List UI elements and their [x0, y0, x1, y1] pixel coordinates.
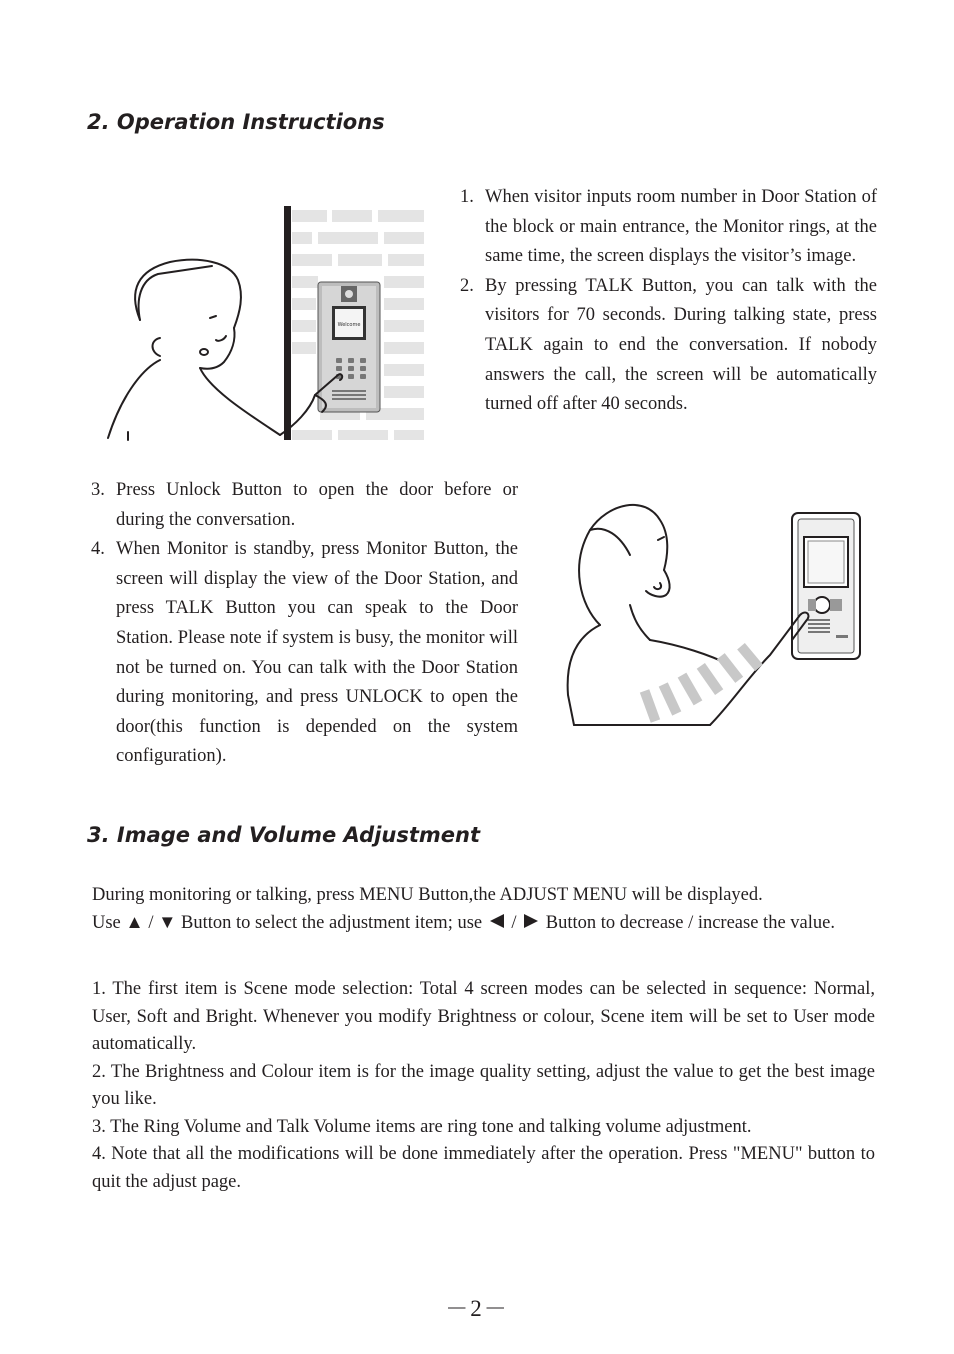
left-arrow-icon: [490, 914, 504, 928]
list-item: 3. The Ring Volume and Talk Volume items are ring tone and talking volume adjustment.: [92, 1116, 752, 1137]
intro-paragraph: During monitoring or talking, press MENU Button,the ADJUST MENU will be displayed. Use ▲ / ▼ Button to select the adjustment item; use / Button to decrease / increase the value.: [92, 885, 835, 933]
adjustment-points: [92, 976, 875, 1196]
list-item: 2. By pressing TALK Button, you can talk with the visitors for 70 seconds. During talking state, press TALK again to end the conversation. If nobody answers the call, the screen will be automatically turned off after 40 seconds.: [460, 275, 877, 415]
list-item: 3. Press Unlock Button to open the door before or during the conversation.: [91, 480, 518, 530]
list-item: 2. The Brightness and Colour item is for the image quality setting, adjust the value to get the best image you like.: [92, 1061, 875, 1109]
door-panel-screen-text: Welcome: [337, 322, 361, 328]
woman-monitor-illustration: [560, 495, 865, 730]
visitor-door-station-illustration: [100, 200, 430, 445]
instruction-list-right: [460, 183, 877, 420]
right-arrow-icon: [524, 914, 538, 928]
list-item: 1. The first item is Scene mode selection: Total 4 screen modes can be selected in sequence: Normal, User, Soft and Bright. Whenever you modify Brightness or colour, Scene item will be set to User mode automatically.: [92, 979, 875, 1054]
list-item: 4. Note that all the modifications will be done immediately after the operation. Press "MENU" button to quit the adjust page.: [92, 1144, 875, 1192]
section-heading-operation: 2. Operation Instructions: [87, 110, 385, 134]
page-number: －2－: [445, 1296, 509, 1321]
list-item: 4. When Monitor is standby, press Monitor Button, the screen will display the view of the Door Station, and press TALK Button you can speak to the Door Station. Please note if system is busy, the monitor will not be turned on. You can talk with the Door Station during monitoring, and press UNLOCK to open the door(this function is depended on the system configuration).: [91, 539, 518, 767]
instruction-list-left: [91, 476, 518, 772]
list-item: 1. When visitor inputs room number in Door Station of the block or main entrance, the Monitor rings, at the same time, the screen displays the visitor’s image.: [460, 187, 877, 267]
section-heading-image-volume: 3. Image and Volume Adjustment: [87, 823, 480, 847]
